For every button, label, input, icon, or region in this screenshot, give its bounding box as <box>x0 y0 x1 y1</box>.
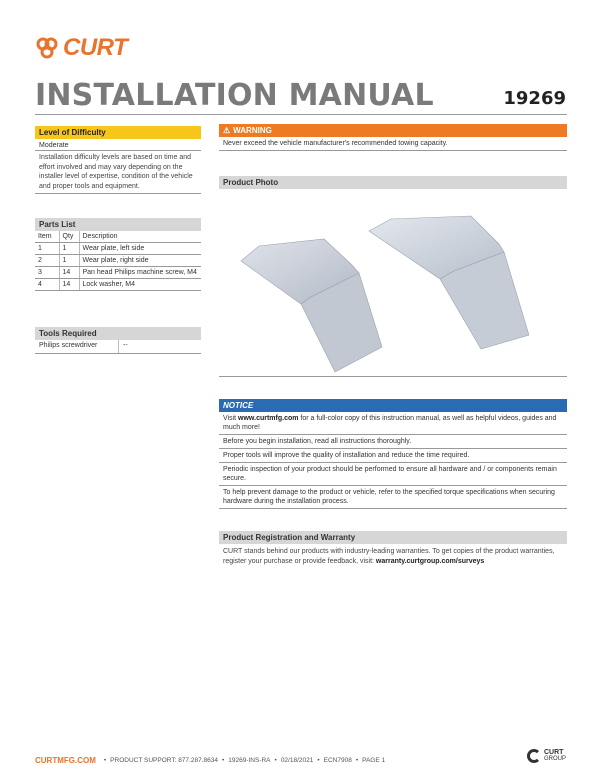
notice-item: To help prevent damage to the product or vehicle, refer to the specified torque specifications when securing hardware during the installation process. <box>219 486 567 509</box>
footer-date: 02/18/2021 <box>280 757 314 764</box>
right-wear-plate <box>369 216 529 349</box>
warranty-section <box>219 531 567 570</box>
notice-section <box>219 399 567 509</box>
website-link[interactable]: www.curtmfg.com <box>238 415 299 422</box>
cell-item: 3 <box>35 266 59 278</box>
warranty-text: CURT stands behind our products with industry-leading warranties. To get copies of the product warranties, register your purchase or provide feedback, visit: warranty.curtgroup.com/surveys <box>223 548 555 565</box>
wear-plates-image <box>219 189 567 379</box>
difficulty-level: Moderate <box>35 139 201 151</box>
parts-list-section <box>35 218 201 291</box>
page-title: INSTALLATION MANUAL <box>35 78 434 113</box>
cell-description: Wear plate, right side <box>79 254 201 266</box>
cell-item: 2 <box>35 254 59 266</box>
part-number: 19269 <box>503 88 566 109</box>
cell-item: 4 <box>35 278 59 290</box>
curt-logo-icon <box>35 37 59 59</box>
curt-logo <box>35 36 127 60</box>
notice-item: Proper tools will improve the quality of installation and reduce the time required. <box>219 449 567 463</box>
curt-group-logo: CURT GROUP <box>527 749 566 763</box>
left-wear-plate <box>241 239 382 372</box>
tool-name: Philips screwdriver <box>35 340 119 353</box>
photo-divider <box>219 376 567 377</box>
cell-qty: 14 <box>59 266 79 278</box>
cell-description: Lock washer, M4 <box>79 278 201 290</box>
parts-table <box>35 231 201 291</box>
tool-size: -- <box>123 342 128 349</box>
cell-item: 1 <box>35 242 59 254</box>
notice-item: Periodic inspection of your product should be performed to ensure all hardware and / or components remain secure. <box>219 463 567 486</box>
footer-page: PAGE 1 <box>362 757 386 764</box>
footer-support: PRODUCT SUPPORT: 877.287.8634 <box>110 757 218 764</box>
product-photo-section <box>219 176 567 379</box>
cell-description: Wear plate, left side <box>79 242 201 254</box>
cell-description: Pan head Philips machine screw, M4 <box>79 266 201 278</box>
table-row <box>35 254 201 266</box>
footer: CURTMFG.COM • PRODUCT SUPPORT: 877.287.8634 • 19269-INS-RA • 02/18/2021 • ECN7908 • PAGE 1 <box>35 756 386 765</box>
curt-group-icon <box>527 749 541 763</box>
parts-list-heading: Parts List <box>35 218 201 231</box>
notice-item: Before you begin installation, read all instructions thoroughly. <box>219 435 567 449</box>
product-photo-heading: Product Photo <box>219 176 567 189</box>
product-photo <box>219 189 567 379</box>
warning-triangle-icon: ⚠ <box>223 126 231 135</box>
notice-heading: NOTICE <box>219 399 567 412</box>
warranty-link[interactable]: warranty.curtgroup.com/surveys <box>375 558 485 565</box>
warning-heading-bar <box>219 124 567 137</box>
table-row <box>35 242 201 254</box>
difficulty-section <box>35 126 201 194</box>
footer-doc-number: 19269-INS-RA <box>228 757 271 764</box>
column-header-item: Item <box>35 231 59 242</box>
column-header-description: Description <box>79 231 201 242</box>
warning-heading: WARNING <box>233 126 272 135</box>
tools-section <box>35 327 201 354</box>
warning-section <box>219 124 567 151</box>
warning-text: Never exceed the vehicle manufacturer's recommended towing capacity. <box>219 137 567 151</box>
cell-qty: 1 <box>59 242 79 254</box>
footer-url[interactable]: CURTMFG.COM <box>35 756 96 765</box>
tool-row <box>35 340 201 354</box>
footer-ecn: ECN7908 <box>323 757 352 764</box>
header-divider <box>35 114 567 115</box>
difficulty-heading: Level of Difficulty <box>35 126 201 139</box>
table-row <box>35 278 201 290</box>
tools-heading: Tools Required <box>35 327 201 340</box>
parts-table-header <box>35 231 201 242</box>
cell-qty: 1 <box>59 254 79 266</box>
notice-item: Visit www.curtmfg.com for a full-color copy of this instruction manual, as well as helpful videos, guides and much more! <box>219 412 567 435</box>
cell-qty: 14 <box>59 278 79 290</box>
difficulty-description: Installation difficulty levels are based on time and effort involved and may vary depending on the installer level of expertise, condition of the vehicle and proper tools and equipment. <box>35 151 201 194</box>
warranty-heading: Product Registration and Warranty <box>219 531 567 544</box>
logo-text: CURT <box>63 34 128 61</box>
column-header-qty: Qty <box>59 231 79 242</box>
table-row <box>35 266 201 278</box>
